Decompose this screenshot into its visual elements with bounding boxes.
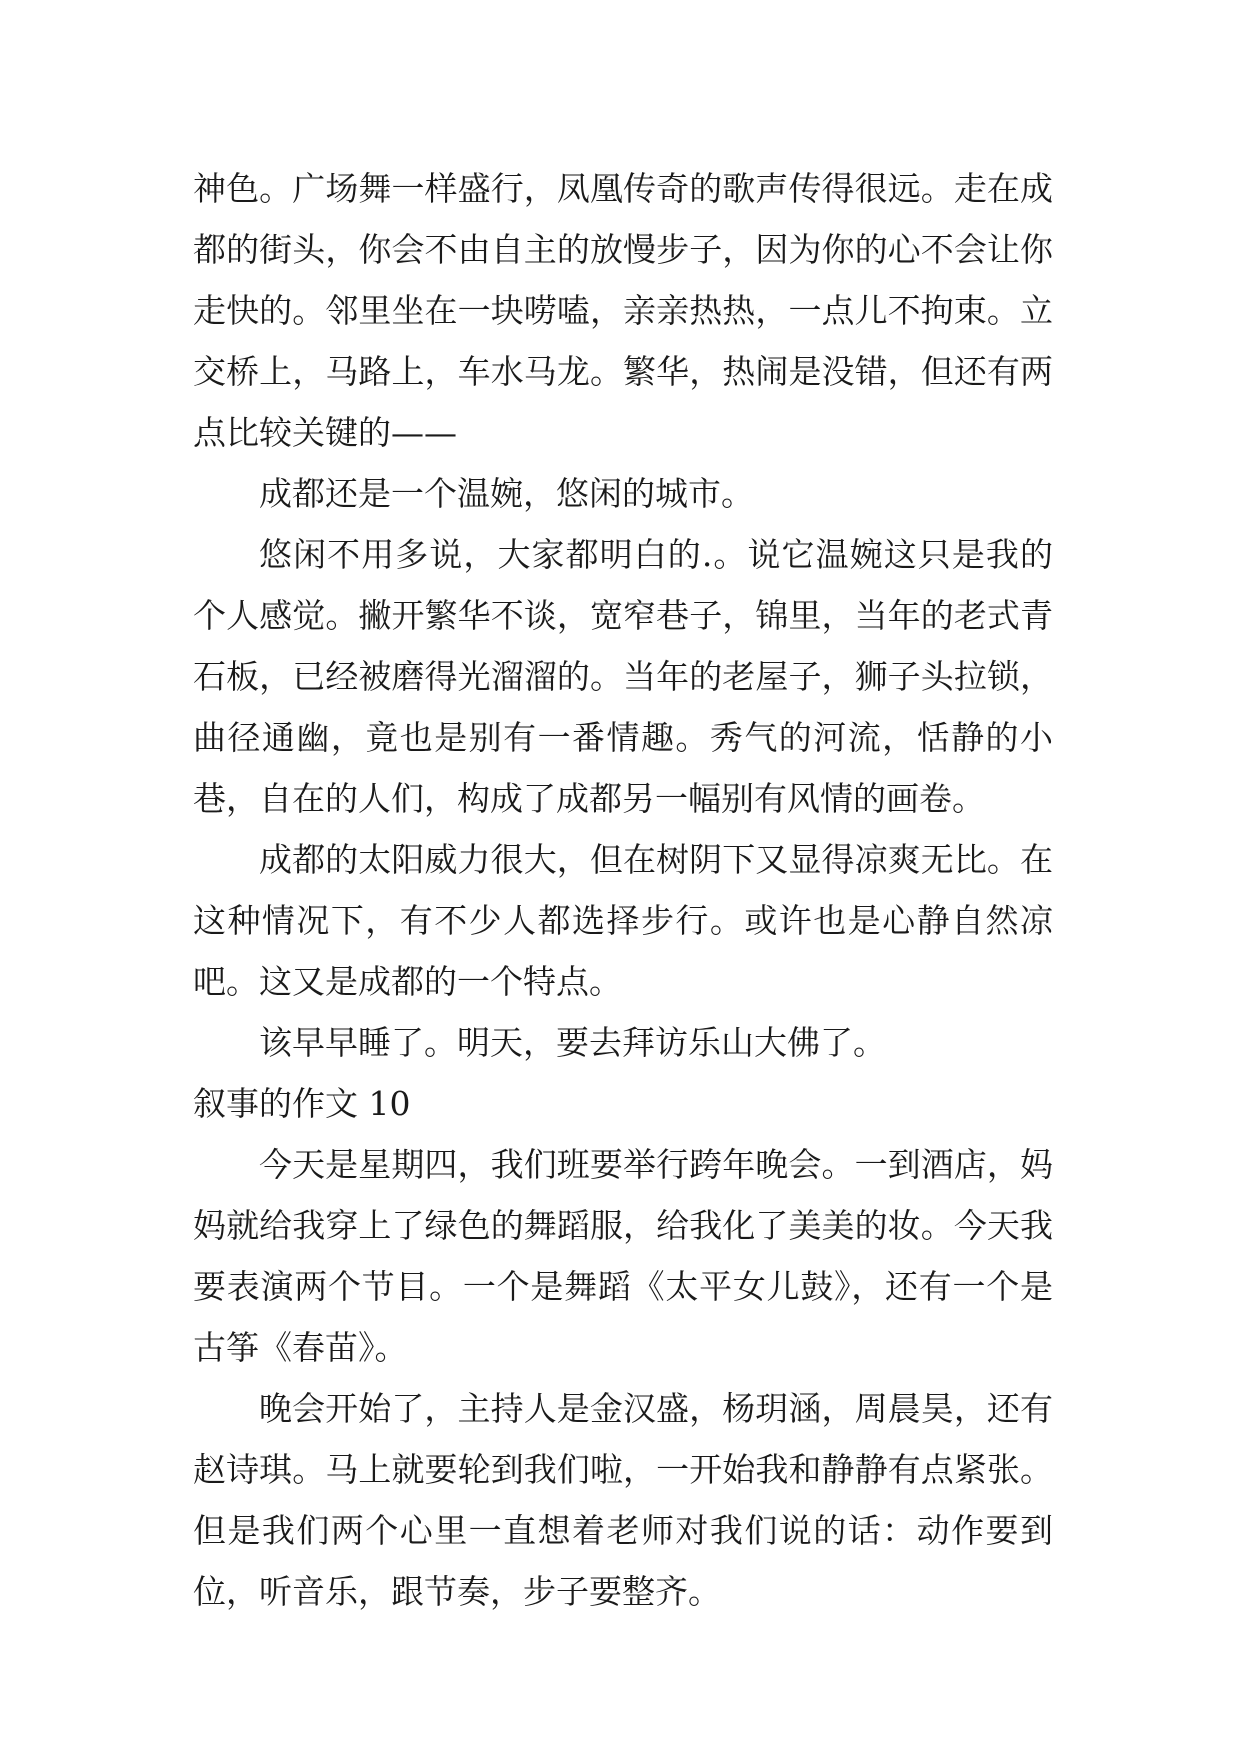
paragraph: 该早早睡了。明天，要去拜访乐山大佛了。 [259,1023,886,1062]
paragraph: 晚会开始了，主持人是金汉盛，杨玥涵，周晨昊，还有赵诗琪。马上就要轮到我们啦，一开始我和静静有点紧张。但是我们两个心里一直想着老师对我们说的话：动作要到位，听音乐，跟节奏，步子要整齐。 [193,1389,1053,1611]
section-heading: 叙事的作文 10 [193,1084,411,1123]
paragraph: 今天是星期四，我们班要举行跨年晚会。一到酒店，妈妈就给我穿上了绿色的舞蹈服，给我化了美美的妆。今天我要表演两个节目。一个是舞蹈《太平女儿鼓》，还有一个是古筝《春苗》。 [193,1145,1053,1367]
document-page [193,158,1053,1622]
paragraph: 成都的太阳威力很大，但在树阴下又显得凉爽无比。在这种情况下，有不少人都选择步行。或许也是心静自然凉吧。这又是成都的一个特点。 [193,840,1053,1001]
paragraph: 成都还是一个温婉，悠闲的城市。 [259,474,754,513]
paragraph-continued: 神色。广场舞一样盛行，凤凰传奇的歌声传得很远。走在成都的街头，你会不由自主的放慢步子，因为你的心不会让你走快的。邻里坐在一块唠嗑，亲亲热热，一点儿不拘束。立交桥上，马路上，车水马龙。繁华，热闹是没错，但还有两点比较关键的—— [193,169,1053,452]
paragraph: 悠闲不用多说，大家都明白的.。说它温婉这只是我的个人感觉。撇开繁华不谈，宽窄巷子，锦里，当年的老式青石板，已经被磨得光溜溜的。当年的老屋子，狮子头拉锁，曲径通幽，竟也是别有一番情趣。秀气的河流，恬静的小巷，自在的人们，构成了成都另一幅别有风情的画卷。 [193,535,1053,818]
